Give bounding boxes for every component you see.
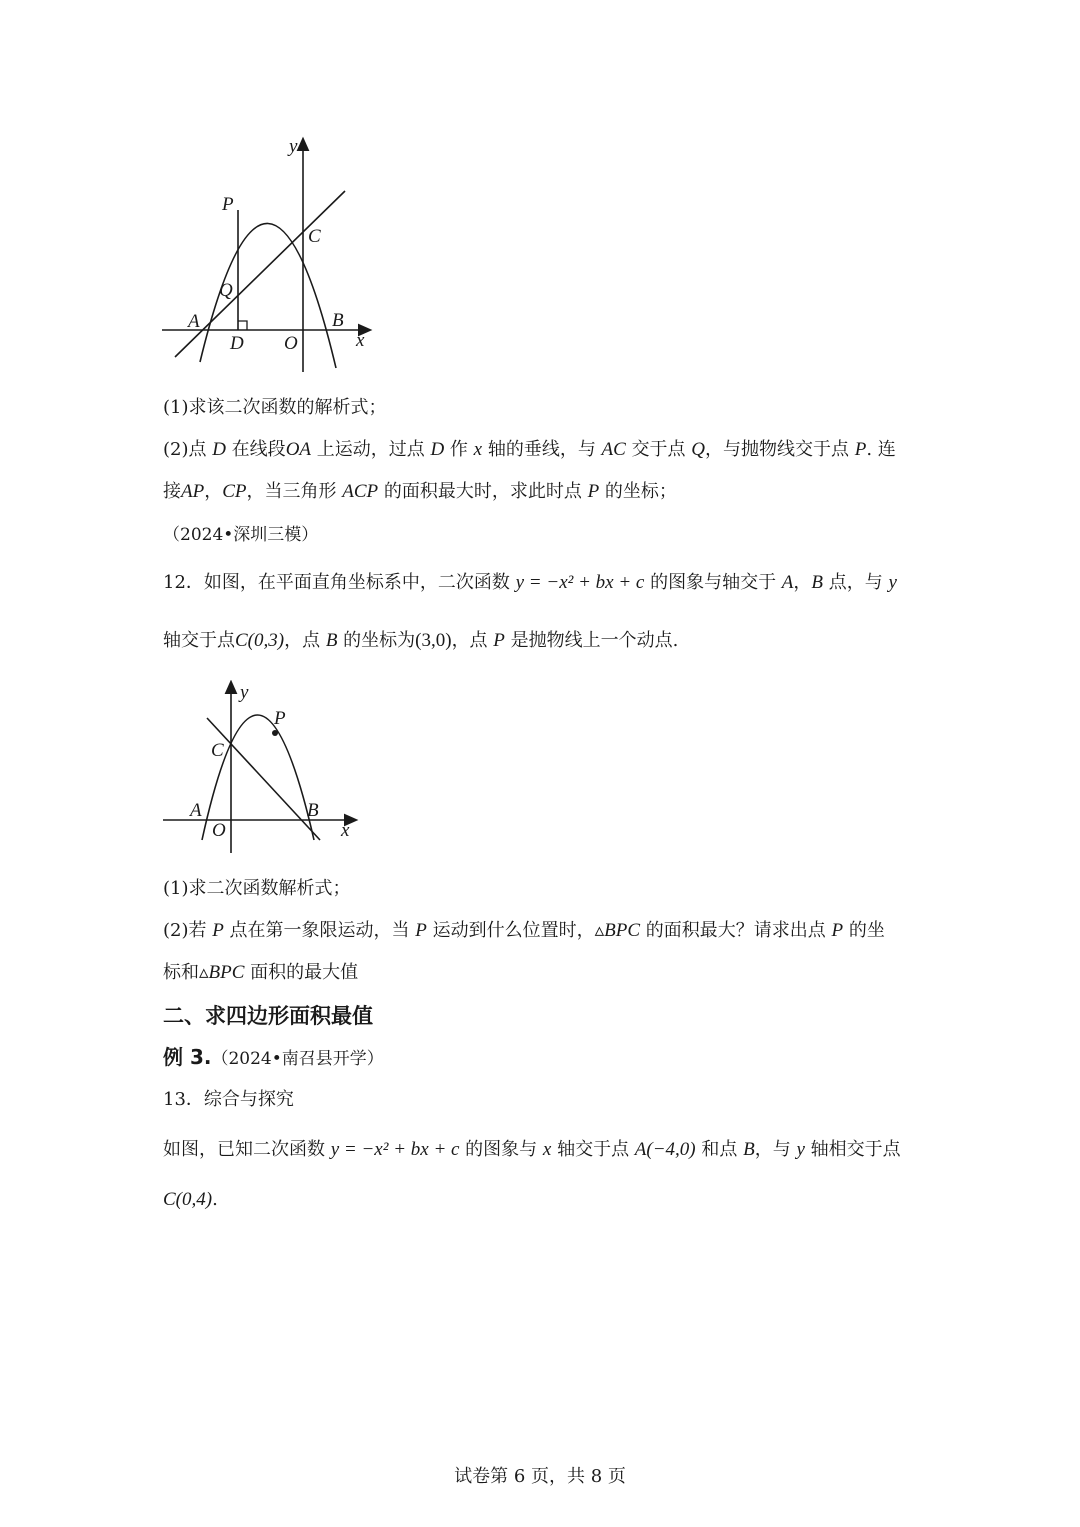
math-cp: CP <box>222 481 247 502</box>
text: 接 <box>163 481 181 502</box>
math-p: P <box>831 920 844 941</box>
text: 运动到什么位置时， <box>426 920 595 941</box>
text: 的图象与 <box>459 1139 543 1160</box>
label-p: P <box>222 194 234 215</box>
math-x: x <box>542 1139 552 1160</box>
text: 点，与 <box>823 572 889 593</box>
q11-part1 <box>163 394 923 422</box>
q11-part1-text: (1)求该二次函数的解析式； <box>163 397 387 418</box>
text: 轴交于点 <box>551 1139 635 1160</box>
label-q: Q <box>219 280 233 301</box>
label-y: y <box>289 136 298 157</box>
example-label: 例 3. <box>163 1045 212 1069</box>
source-text: （2024•深圳三模） <box>163 525 319 545</box>
q12-part2-line1 <box>163 917 923 945</box>
q13-line1 <box>163 1136 923 1164</box>
text: 面积的最大值 <box>244 962 359 983</box>
text: (2)点 <box>163 439 213 460</box>
text: 标和 <box>163 962 199 983</box>
page-footer: 试卷第 6 页，共 8 页 <box>454 1466 626 1487</box>
q13-title <box>163 1086 923 1114</box>
text: (2)若 <box>163 920 213 941</box>
math-p: P <box>212 920 224 941</box>
text: 和点 <box>695 1139 744 1160</box>
text: . 连 <box>866 439 896 460</box>
text: 交于点 <box>625 439 692 460</box>
text: ，点 <box>451 630 494 651</box>
math-y: y <box>888 572 897 593</box>
q12-line1 <box>163 569 923 597</box>
math-a: A <box>781 572 794 593</box>
label-a: A <box>190 800 202 821</box>
text: 的坐 <box>843 920 885 941</box>
math-p: P <box>587 481 600 502</box>
text: 上运动，过点 <box>311 439 431 460</box>
text: ，与抛物线交于点 <box>705 439 855 460</box>
label-b: B <box>307 800 319 821</box>
math-b: B <box>811 572 824 593</box>
text: 轴交于点 <box>163 630 235 651</box>
text: 的面积最大时，求此时点 <box>378 481 588 502</box>
math-point-a: A(−4,0) <box>634 1139 696 1160</box>
text: 的图象与轴交于 <box>644 572 782 593</box>
q11-part2-line2 <box>163 478 923 506</box>
text: 如图，已知二次函数 <box>163 1139 331 1160</box>
line-ac <box>175 191 345 357</box>
q12-line2 <box>163 627 923 655</box>
text: 12．如图，在平面直角坐标系中，二次函数 <box>163 572 516 593</box>
math-p: P <box>415 920 427 941</box>
math-ac: AC <box>601 439 626 460</box>
text: ，与 <box>754 1139 797 1160</box>
example-3 <box>163 1043 923 1073</box>
math-acp: ACP <box>342 481 379 502</box>
q12-source <box>163 521 923 549</box>
math-p: P <box>493 630 505 651</box>
math-b: B <box>325 630 338 651</box>
text: 的坐标为 <box>337 630 416 651</box>
label-a: A <box>188 311 200 332</box>
text: 作 <box>444 439 474 460</box>
text: 的坐标； <box>599 481 677 502</box>
text: ， <box>793 572 812 593</box>
example-source: （2024•南召县开学） <box>211 1049 384 1069</box>
label-c: C <box>211 740 224 761</box>
text: 在线段 <box>225 439 286 460</box>
label-d: D <box>230 333 244 354</box>
math-d: D <box>212 439 226 460</box>
text: 点在第一象限运动，当 <box>223 920 416 941</box>
label-b: B <box>332 310 344 331</box>
text: . <box>212 1189 218 1210</box>
math-point-c: C(0,4) <box>163 1189 213 1210</box>
text: ，当三角形 <box>246 481 343 502</box>
q12-part1-text: (1)求二次函数解析式； <box>163 878 351 899</box>
math-b: B <box>743 1139 755 1160</box>
math-d: D <box>430 439 445 460</box>
q12-part1 <box>163 875 923 903</box>
q13-title-text: 13．综合与探究 <box>163 1089 294 1110</box>
math-point: (3,0) <box>415 630 452 651</box>
math-oa: OA <box>285 439 312 460</box>
text: 轴相交于点 <box>804 1139 901 1160</box>
math-p: P <box>854 439 867 460</box>
label-o: O <box>212 820 226 841</box>
text: 轴的垂线，与 <box>482 439 602 460</box>
q13-line2 <box>163 1186 923 1214</box>
section-2-title: 二、求四边形面积最值 <box>163 1004 373 1028</box>
math-y: y <box>796 1139 805 1160</box>
label-c: C <box>308 226 321 247</box>
text: ，点 <box>284 630 326 651</box>
math-ap: AP <box>181 481 205 502</box>
q12-part2-line2 <box>163 959 923 987</box>
math-triangle-bpc: ▵BPC <box>594 920 641 941</box>
math-x: x <box>473 439 483 460</box>
math-equation: y = −x² + bx + c <box>515 572 645 593</box>
label-p: P <box>274 708 286 729</box>
text: ， <box>204 481 223 502</box>
math-triangle-bpc: ▵BPC <box>199 962 245 983</box>
label-x: x <box>341 820 350 841</box>
figure-2-svg <box>160 680 360 860</box>
figure-2 <box>160 680 360 860</box>
label-y: y <box>240 682 249 703</box>
math-q: Q <box>691 439 706 460</box>
text: 的面积最大？请求出点 <box>640 920 832 941</box>
right-angle-mark <box>238 321 247 330</box>
q11-part2-line1 <box>163 436 923 464</box>
label-x: x <box>356 330 365 351</box>
label-o: O <box>284 333 298 354</box>
figure-1-svg <box>160 135 380 380</box>
math-equation: y = −x² + bx + c <box>330 1139 460 1160</box>
math-c: C(0,3) <box>235 630 285 651</box>
text: 是抛物线上一个动点. <box>504 630 679 651</box>
figure-1 <box>160 135 380 380</box>
point-p <box>272 730 278 736</box>
